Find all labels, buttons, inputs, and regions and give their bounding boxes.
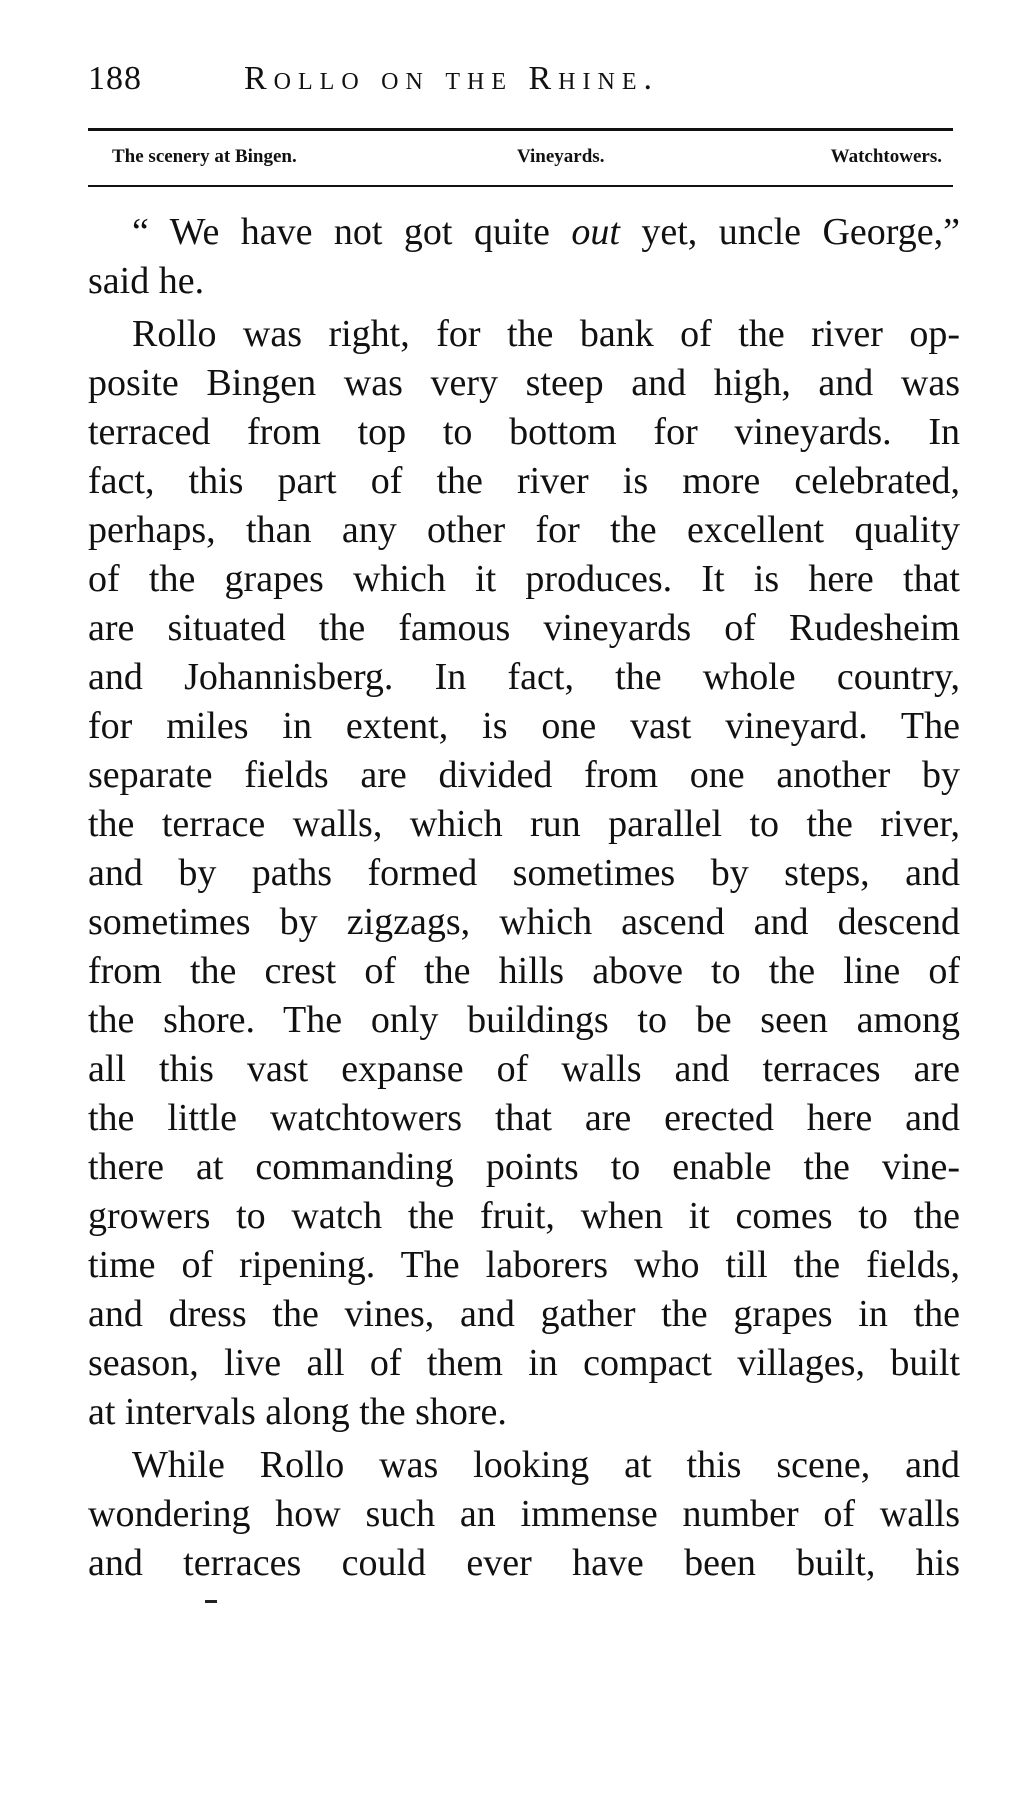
text-line: wondering how such an immense number of walls	[88, 1493, 960, 1535]
text-line: from the crest of the hills above to the line of	[88, 950, 960, 992]
text-line: perhaps, than any other for the excellent quality	[88, 509, 960, 551]
text-line: and Johannisberg. In fact, the whole country,	[88, 656, 960, 698]
text-line: the shore. The only buildings to be seen among	[88, 999, 960, 1041]
text-line: While Rollo was looking at this scene, and	[132, 1444, 960, 1486]
text-line: fact, this part of the river is more celebrated,	[88, 460, 960, 502]
text-line: time of ripening. The laborers who till the fields,	[88, 1244, 960, 1286]
emphasis-word: out	[571, 211, 620, 253]
header-rule-top	[88, 128, 953, 131]
text-line: there at commanding points to enable the vine-	[88, 1146, 960, 1188]
text-line: the terrace walls, which run parallel to the river,	[88, 803, 960, 845]
subhead-watchtowers: Watchtowers.	[830, 146, 942, 167]
text-line: “ We have not got quite out yet, uncle George,”	[132, 211, 960, 253]
text-line: posite Bingen was very steep and high, and was	[88, 362, 960, 404]
header-rule-bottom	[88, 185, 953, 187]
text-line: and terraces could ever have been built, his	[88, 1542, 960, 1584]
text-line: season, live all of them in compact villages, built	[88, 1342, 960, 1384]
text-line: terraced from top to bottom for vineyards. In	[88, 411, 960, 453]
body-text	[88, 208, 960, 1588]
text-line: and by paths formed sometimes by steps, and	[88, 852, 960, 894]
text-line: said he.	[88, 260, 205, 302]
print-mark	[205, 1600, 217, 1603]
subhead-vineyards: Vineyards.	[517, 146, 605, 167]
text-line: Rollo was right, for the bank of the river op-	[132, 313, 960, 355]
page-number: 188	[88, 60, 142, 97]
text-line: separate fields are divided from one another by	[88, 754, 960, 796]
text-line: at intervals along the shore.	[88, 1391, 507, 1433]
text-line: are situated the famous vineyards of Rudesheim	[88, 607, 960, 649]
text-line: of the grapes which it produces. It is here that	[88, 558, 960, 600]
subhead-scenery: The scenery at Bingen.	[112, 146, 297, 167]
text-line: for miles in extent, is one vast vineyard. The	[88, 705, 960, 747]
text-line: sometimes by zigzags, which ascend and descend	[88, 901, 960, 943]
section-subheads	[112, 146, 942, 176]
running-head	[88, 60, 948, 110]
text-line: and dress the vines, and gather the grapes in the	[88, 1293, 960, 1335]
text-line: the little watchtowers that are erected here and	[88, 1097, 960, 1139]
text-line: all this vast expanse of walls and terraces are	[88, 1048, 960, 1090]
book-title: Rollo on the Rhine.	[244, 60, 659, 97]
text-line: growers to watch the fruit, when it comes to the	[88, 1195, 960, 1237]
